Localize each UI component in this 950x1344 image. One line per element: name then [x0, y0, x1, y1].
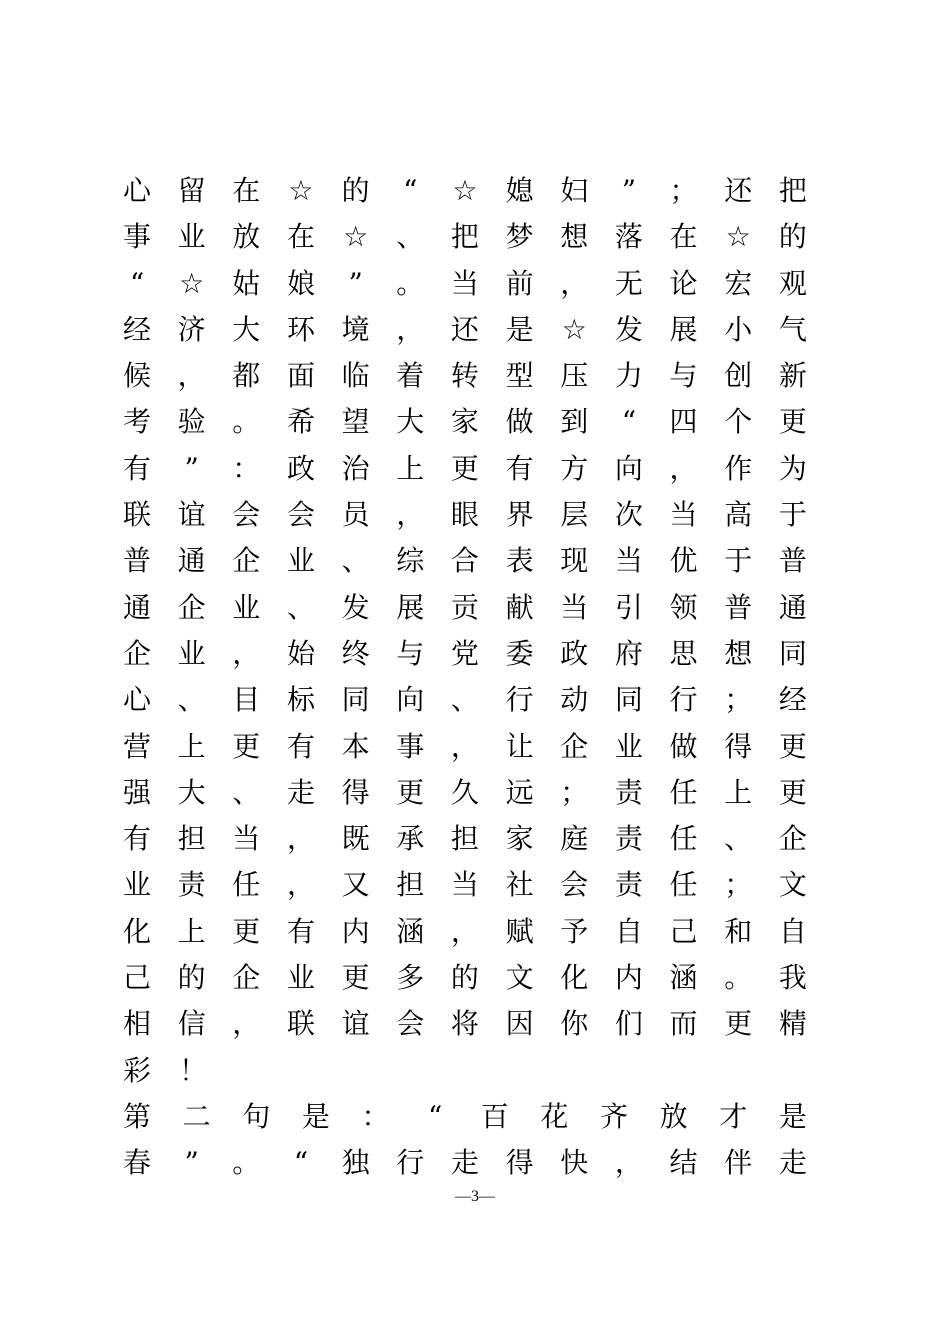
text-char: 更	[232, 729, 261, 763]
text-char: 谊	[341, 1007, 370, 1041]
text-char: 信	[177, 1007, 206, 1041]
text-char: 望	[341, 405, 370, 439]
text-char: 经	[778, 683, 807, 717]
text-char: 担	[177, 822, 206, 856]
text-char: 境	[341, 312, 370, 346]
text-char: 媳	[505, 174, 534, 207]
text-char: 考	[122, 405, 151, 439]
text-char: 做	[669, 729, 698, 763]
text-char: 而	[669, 1007, 698, 1041]
text-char: “	[621, 405, 637, 439]
text-char: 当	[614, 544, 643, 578]
text-char: 通	[122, 590, 151, 624]
text-char: 次	[614, 498, 643, 532]
text-char: 留	[177, 174, 206, 207]
text-char: 有	[286, 914, 315, 948]
text-char: 走	[778, 1146, 807, 1180]
text-char: 相	[122, 1007, 151, 1041]
text-char: 、	[286, 590, 315, 624]
text-char: 同	[778, 636, 807, 670]
text-char: 发	[614, 312, 643, 346]
text-char: 向	[614, 451, 643, 485]
text-char: 又	[341, 868, 370, 902]
text-char: 文	[778, 868, 807, 902]
text-line	[122, 261, 808, 307]
text-char: 业	[286, 961, 315, 995]
text-char: 压	[560, 359, 589, 393]
text-char: 当	[560, 590, 589, 624]
text-char: 娘	[286, 266, 315, 300]
text-char: 眼	[450, 498, 479, 532]
text-char: 化	[122, 914, 151, 948]
text-char: ，	[560, 266, 589, 300]
text-char: 经	[122, 312, 151, 346]
text-char: 在	[286, 220, 315, 254]
text-char: 有	[122, 451, 151, 485]
text-line	[122, 353, 808, 399]
text-char: 精	[778, 1007, 807, 1041]
text-char: 宏	[724, 266, 753, 300]
text-char: 献	[505, 590, 534, 624]
text-char: 当	[669, 498, 698, 532]
text-char: 上	[177, 729, 206, 763]
text-char: 业	[177, 636, 206, 670]
text-line	[122, 492, 808, 538]
text-char: 标	[286, 683, 315, 717]
text-char: 们	[614, 1007, 643, 1041]
text-char: 事	[396, 729, 425, 763]
text-line	[122, 677, 808, 723]
text-line	[122, 399, 808, 445]
text-char: 终	[341, 636, 370, 670]
text-char: 责	[614, 775, 643, 809]
text-char: 论	[669, 266, 698, 300]
text-char: ：	[361, 1099, 390, 1133]
text-char: 是	[505, 312, 534, 346]
text-char: 现	[560, 544, 589, 578]
text-line	[122, 724, 808, 770]
text-char: 展	[669, 312, 698, 346]
text-char: 得	[341, 775, 370, 809]
text-char: 化	[560, 961, 589, 995]
text-line	[122, 214, 808, 260]
text-line	[122, 446, 808, 492]
text-line	[122, 1048, 808, 1094]
text-char: 、	[396, 220, 425, 254]
text-char: 的	[341, 174, 370, 207]
text-char: 验	[177, 405, 206, 439]
text-char: 将	[450, 1007, 479, 1041]
text-char: 内	[614, 961, 643, 995]
text-char: 的	[778, 220, 807, 254]
text-char: 责	[614, 822, 643, 856]
text-char: 表	[505, 544, 534, 578]
text-char: 放	[232, 220, 261, 254]
text-char: ”	[184, 451, 199, 485]
text-char: 气	[778, 312, 807, 346]
text-line	[122, 168, 808, 214]
text-char: 大	[232, 312, 261, 346]
text-char: 于	[778, 498, 807, 532]
text-char: ”	[184, 1146, 199, 1180]
text-char: 都	[232, 359, 261, 393]
text-char: 面	[286, 359, 315, 393]
text-char: 。	[396, 266, 425, 300]
text-char: ；	[724, 868, 753, 902]
text-char: ”	[348, 266, 363, 300]
text-char: 营	[122, 729, 151, 763]
text-char: 更	[724, 1007, 753, 1041]
text-char: 个	[724, 405, 753, 439]
text-char: 展	[396, 590, 425, 624]
text-char: ☆	[288, 174, 314, 207]
text-char: ☆	[452, 174, 478, 207]
text-char: 。	[724, 961, 753, 995]
text-char: ”	[621, 174, 637, 207]
text-char: 自	[614, 914, 643, 948]
text-char: 前	[505, 266, 534, 300]
text-char: “	[129, 266, 145, 300]
text-char: 希	[286, 405, 315, 439]
text-char: 着	[396, 359, 425, 393]
text-char: 通	[177, 544, 206, 578]
text-char: 新	[778, 359, 807, 393]
text-char: 本	[341, 729, 370, 763]
text-char: 在	[232, 174, 261, 207]
text-char: 放	[659, 1099, 688, 1133]
text-char: 临	[341, 359, 370, 393]
text-char: 担	[396, 868, 425, 902]
text-char: 与	[669, 359, 698, 393]
text-char: 创	[724, 359, 753, 393]
text-char: 春	[122, 1146, 151, 1180]
text-char: 动	[560, 683, 589, 717]
text-char: 引	[614, 590, 643, 624]
text-char: 姑	[232, 266, 261, 300]
text-char: ；	[669, 174, 698, 207]
text-char: 句	[242, 1099, 271, 1133]
text-char: 文	[505, 961, 534, 995]
text-char: 任	[669, 822, 698, 856]
text-char: 政	[560, 636, 589, 670]
text-char: 还	[450, 312, 479, 346]
text-char: 第	[122, 1099, 151, 1133]
text-char: 更	[450, 451, 479, 485]
text-char: 为	[778, 451, 807, 485]
text-char: 走	[286, 775, 315, 809]
text-char: ：	[232, 451, 261, 485]
text-char: 大	[396, 405, 425, 439]
text-char: 让	[505, 729, 534, 763]
text-char: 合	[450, 544, 479, 578]
text-char: 家	[450, 405, 479, 439]
text-char: 更	[778, 405, 807, 439]
text-char: 企	[232, 961, 261, 995]
text-char: 。	[232, 405, 261, 439]
text-char: 你	[560, 1007, 589, 1041]
text-char: 力	[614, 359, 643, 393]
text-line	[122, 770, 808, 816]
text-char: 涵	[396, 914, 425, 948]
text-char: 有	[286, 729, 315, 763]
text-char: “	[293, 1146, 309, 1180]
text-char: 。	[232, 1146, 261, 1180]
text-char: ，	[396, 312, 425, 346]
text-char: ☆	[725, 220, 751, 254]
text-char: 与	[396, 636, 425, 670]
text-char: 己	[669, 914, 698, 948]
text-char: 向	[396, 683, 425, 717]
text-line	[122, 909, 808, 955]
text-char: 任	[232, 868, 261, 902]
text-char: 责	[614, 868, 643, 902]
text-char: 上	[396, 451, 425, 485]
text-char: 上	[724, 775, 753, 809]
text-char: 当	[232, 822, 261, 856]
text-char: 行	[505, 683, 534, 717]
text-char: 当	[450, 266, 479, 300]
text-line	[122, 955, 808, 1001]
text-char: 、	[232, 775, 261, 809]
text-char: 通	[778, 590, 807, 624]
text-char: 领	[669, 590, 698, 624]
text-char: 独	[341, 1146, 370, 1180]
text-char: 更	[778, 775, 807, 809]
text-char: 观	[778, 266, 807, 300]
text-char: 无	[614, 266, 643, 300]
text-char: 走	[450, 1146, 479, 1180]
text-char: 我	[778, 961, 807, 995]
text-char: 彩	[122, 1053, 151, 1087]
text-char: 得	[724, 729, 753, 763]
text-char: 任	[669, 775, 698, 809]
text-char: 更	[778, 729, 807, 763]
text-char: 普	[724, 590, 753, 624]
text-char: 目	[232, 683, 261, 717]
text-char: “	[403, 174, 418, 207]
text-line	[122, 307, 808, 353]
text-char: 贡	[450, 590, 479, 624]
text-line	[122, 631, 808, 677]
text-char: 业	[286, 544, 315, 578]
text-char: 心	[122, 683, 151, 717]
text-char: 员	[341, 498, 370, 532]
text-char: 小	[724, 312, 753, 346]
text-char: 想	[724, 636, 753, 670]
text-char: ，	[177, 359, 206, 393]
text-char: 府	[614, 636, 643, 670]
text-char: 企	[560, 729, 589, 763]
text-char: 大	[177, 775, 206, 809]
text-char: 还	[724, 174, 753, 207]
text-char: 环	[286, 312, 315, 346]
text-char: 强	[122, 775, 151, 809]
text-char: 济	[177, 312, 206, 346]
text-char: 于	[724, 544, 753, 578]
text-char: 因	[505, 1007, 534, 1041]
text-char: ；	[560, 775, 589, 809]
text-char: 会	[560, 868, 589, 902]
text-char: 综	[396, 544, 425, 578]
body-text	[122, 168, 808, 1187]
text-char: 责	[177, 868, 206, 902]
text-char: 会	[286, 498, 315, 532]
text-char: 普	[122, 544, 151, 578]
text-line	[122, 1094, 808, 1140]
text-char: 谊	[177, 498, 206, 532]
text-char: 花	[540, 1099, 569, 1133]
text-char: 庭	[560, 822, 589, 856]
text-char: ，	[450, 914, 479, 948]
text-char: 到	[560, 405, 589, 439]
text-char: 伴	[724, 1146, 753, 1180]
text-line	[122, 585, 808, 631]
text-char: 方	[560, 451, 589, 485]
text-char: 、	[177, 683, 206, 717]
text-char: 政	[286, 451, 315, 485]
text-char: 己	[122, 961, 151, 995]
text-char: 久	[450, 775, 479, 809]
text-char: 、	[341, 544, 370, 578]
text-char: 层	[560, 498, 589, 532]
text-char: 事	[122, 220, 151, 254]
text-char: 的	[450, 961, 479, 995]
text-char: 承	[396, 822, 425, 856]
text-line	[122, 1140, 808, 1186]
text-char: 党	[450, 636, 479, 670]
text-line	[122, 1001, 808, 1047]
text-char: 远	[505, 775, 534, 809]
text-char: 企	[778, 822, 807, 856]
text-char: 自	[778, 914, 807, 948]
text-char: 百	[480, 1099, 509, 1133]
text-char: 担	[450, 822, 479, 856]
text-char: 快	[560, 1146, 589, 1180]
text-char: 把	[450, 220, 479, 254]
text-char: 内	[341, 914, 370, 948]
text-char: 有	[505, 451, 534, 485]
text-char: 业	[232, 590, 261, 624]
text-char: 有	[122, 822, 151, 856]
text-char: 治	[341, 451, 370, 485]
text-char: 候	[122, 359, 151, 393]
text-char: ，	[232, 1007, 261, 1041]
text-char: 家	[505, 822, 534, 856]
text-char: 社	[505, 868, 534, 902]
text-char: ，	[232, 636, 261, 670]
text-char: 做	[505, 405, 534, 439]
text-char: “	[427, 1099, 443, 1133]
text-char: ，	[396, 498, 425, 532]
text-char: 的	[177, 961, 206, 995]
text-char: 更	[341, 961, 370, 995]
text-char: 会	[396, 1007, 425, 1041]
text-char: 想	[560, 220, 589, 254]
text-char: 会	[232, 498, 261, 532]
page-number: —3—	[455, 1188, 495, 1205]
text-line	[122, 862, 808, 908]
text-char: 企	[177, 590, 206, 624]
text-char: 行	[669, 683, 698, 717]
text-line	[122, 538, 808, 584]
text-char: 高	[724, 498, 753, 532]
text-char: ，	[614, 1146, 643, 1180]
text-char: ☆	[561, 312, 587, 346]
text-char: 结	[669, 1146, 698, 1180]
text-char: 联	[122, 498, 151, 532]
text-char: 妇	[560, 174, 589, 207]
text-char: 才	[719, 1099, 748, 1133]
text-char: 在	[669, 220, 698, 254]
text-char: ☆	[343, 220, 369, 254]
text-char: 齐	[599, 1099, 628, 1133]
text-char: 转	[450, 359, 479, 393]
text-char: 予	[560, 914, 589, 948]
text-char: 同	[341, 683, 370, 717]
text-char: 二	[182, 1099, 211, 1133]
text-char: 优	[669, 544, 698, 578]
text-char: 、	[724, 822, 753, 856]
text-char: ☆	[179, 266, 205, 300]
text-char: ，	[286, 868, 315, 902]
text-char: 多	[396, 961, 425, 995]
text-char: 把	[778, 174, 807, 207]
text-char: 行	[396, 1146, 425, 1180]
text-char: 得	[505, 1146, 534, 1180]
text-char: 心	[122, 174, 151, 207]
text-char: 作	[724, 451, 753, 485]
text-char: ，	[669, 451, 698, 485]
text-char: 任	[669, 868, 698, 902]
text-char: ，	[450, 729, 479, 763]
text-char: 是	[778, 1099, 807, 1133]
text-char: 企	[122, 636, 151, 670]
text-line	[122, 816, 808, 862]
text-char: 涵	[669, 961, 698, 995]
text-char: 当	[450, 868, 479, 902]
text-char: 赋	[505, 914, 534, 948]
text-char: 业	[177, 220, 206, 254]
text-char: 发	[341, 590, 370, 624]
text-char: 既	[341, 822, 370, 856]
text-char: 更	[232, 914, 261, 948]
text-char: ，	[286, 822, 315, 856]
text-char: 和	[724, 914, 753, 948]
text-char: 更	[396, 775, 425, 809]
text-char: 界	[505, 498, 534, 532]
text-char: 始	[286, 636, 315, 670]
text-char: 是	[301, 1099, 330, 1133]
text-char: 思	[669, 636, 698, 670]
text-char: 落	[614, 220, 643, 254]
text-char: ；	[724, 683, 753, 717]
text-char: 联	[286, 1007, 315, 1041]
text-char: 型	[505, 359, 534, 393]
text-char: 业	[614, 729, 643, 763]
text-char: 同	[614, 683, 643, 717]
text-char: ！	[178, 1053, 207, 1087]
text-char: 四	[669, 405, 698, 439]
text-char: 、	[450, 683, 479, 717]
text-char: 上	[177, 914, 206, 948]
text-char: 委	[505, 636, 534, 670]
text-char: 梦	[505, 220, 534, 254]
text-char: 普	[778, 544, 807, 578]
text-char: 企	[232, 544, 261, 578]
text-char: 业	[122, 868, 151, 902]
